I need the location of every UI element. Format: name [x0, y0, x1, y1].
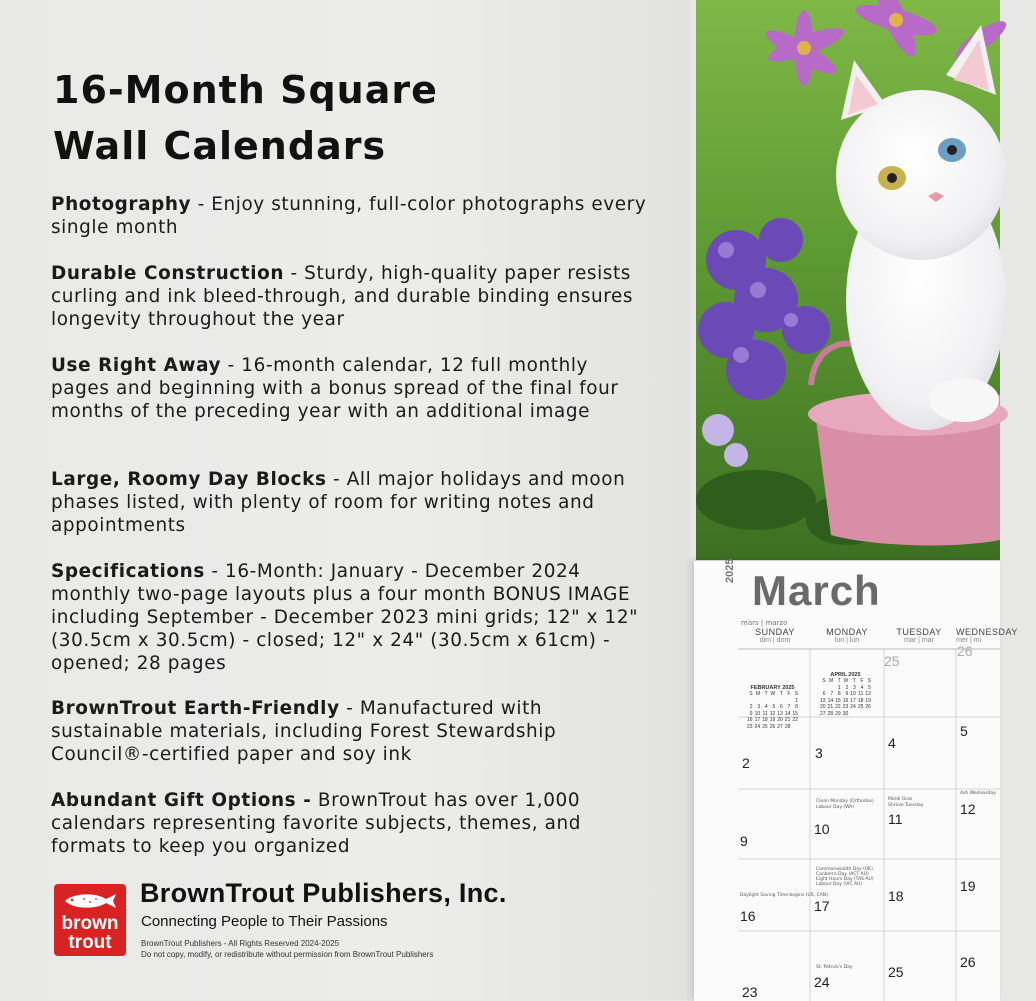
calendar-month-title: March — [752, 567, 881, 614]
mini-calendar-weekday-row: S M T W T F S — [822, 678, 871, 684]
calendar-page-march — [694, 558, 1018, 1001]
date-5: 5 — [960, 723, 968, 739]
day-header-tuesday: TUESDAY mar | mar — [896, 627, 942, 644]
feature-durable-construction: Durable Construction - Sturdy, high-quality paper resists curling and ink bleed-through, and durable binding ensures longevity throughout the year — [51, 263, 634, 330]
date-17: 17 — [814, 898, 830, 914]
trout-fish-icon — [62, 890, 118, 912]
mini-calendar-week: 20 21 22 23 24 25 26 — [820, 704, 871, 711]
logo-word-brown: brown — [61, 913, 119, 934]
mini-calendar-april: APRIL 2025 S M T W T F S 1 2 3 4 5 6 7 8 9 10 11 12 13 14 15 16 17 18 19 20 21 22 23 24 25 26 27 28 29 30 — [820, 672, 871, 717]
feature-earth-friendly: BrownTrout Earth-Friendly - Manufactured with sustainable materials, including Forest Stewardship Council®-certified paper and soy ink — [51, 698, 557, 765]
date-16: 16 — [740, 908, 756, 924]
day-header-wednesday: WEDNESDAY mer | mi — [956, 627, 1018, 644]
mini-calendar-week: 9 10 11 12 13 14 15 — [749, 710, 798, 717]
date-2: 2 — [742, 755, 750, 771]
page-title — [53, 62, 438, 174]
publisher-name: BrownTrout Publishers, Inc. — [140, 878, 507, 908]
date-24: 24 — [814, 974, 830, 990]
holiday-note: Daylight Saving Time begins (US, CAN) — [740, 893, 828, 898]
holiday-note: Clean Monday (Orthodox) — [816, 799, 874, 804]
feature-use-right-away: Use Right Away - 16-month calendar, 12 full monthly pages and beginning with a bonus spread of the final four months of the preceding year with an additional image — [51, 355, 619, 422]
kitten-photo — [696, 0, 1000, 565]
logo-word-trout: trout — [68, 932, 112, 953]
mini-calendar-week: 27 28 29 30 — [820, 710, 849, 717]
mini-calendar-week: 1 2 3 4 5 — [837, 684, 871, 691]
holiday-note: Ash Wednesday — [960, 791, 996, 796]
holiday-note: Shrove Tuesday — [888, 803, 924, 808]
date-19: 19 — [960, 878, 976, 894]
mini-calendar-february: FEBRUARY 2025 S M T W T F S 1 2 3 4 5 6 7 8 9 10 11 12 13 14 15 16 17 18 19 20 21 22 23 24 25 26 27 28 — [747, 685, 798, 730]
browntrout-logo — [54, 884, 126, 956]
mini-calendar-week: 2 3 4 5 6 7 8 — [749, 704, 798, 711]
date-9: 9 — [740, 833, 748, 849]
holiday-note: Commonwealth Day (UK) — [816, 867, 873, 872]
calendar-month-translations: mars | marzo — [741, 619, 788, 627]
date-3: 3 — [815, 745, 823, 761]
date-25: 25 — [888, 964, 904, 980]
feature-gift-options: Abundant Gift Options - BrownTrout has over 1,000 calendars representing favorite subjects, themes, and formats to keep you organized — [51, 790, 581, 857]
mini-calendar-weekday-row: S M T W T F S — [749, 691, 798, 697]
publisher-tagline: Connecting People to Their Passions — [141, 913, 388, 930]
title-line-2: Wall Calendars — [53, 124, 387, 168]
calendar-product-image — [690, 0, 1018, 1000]
date-feb-26: 26 — [957, 643, 973, 659]
mini-calendar-week: 6 7 8 9 10 11 12 — [822, 691, 871, 698]
holiday-note: Canberra Day (ACT AU) — [816, 872, 869, 877]
feature-photography: Photography - Enjoy stunning, full-color photographs every single month — [51, 194, 647, 238]
calendar-year: 2025 — [724, 558, 736, 583]
feature-day-blocks: Large, Roomy Day Blocks - All major holidays and moon phases listed, with plenty of room for writing notes and appointments — [51, 469, 626, 536]
holiday-note: Labour Day (WA) — [816, 805, 855, 810]
holiday-note: Eight Hours Day (TAS AU) — [816, 877, 874, 882]
copyright-line: BrownTrout Publishers - All Rights Reserved 2024-2025 — [141, 939, 340, 948]
day-header-sunday: SUNDAY dim | dom — [755, 627, 795, 644]
date-11: 11 — [888, 811, 903, 827]
mini-calendar-week: 1 — [795, 697, 798, 704]
day-header-monday: MONDAY lun | lun — [826, 627, 868, 644]
date-18: 18 — [888, 888, 904, 904]
mini-calendar-week: 16 17 18 19 20 21 22 — [747, 717, 798, 724]
feature-specifications: Specifications - 16-Month: January - December 2024 monthly two-page layouts plus a four month BONUS IMAGE including September - December 2023 mini grids; 12" x 12" (30.5cm x 30.5cm) - closed; 12" x 24" (30.5cm x 61cm) - opened; 28 pages — [51, 561, 639, 674]
date-23: 23 — [742, 984, 758, 1000]
mini-calendar-week: 23 24 25 26 27 28 — [747, 723, 791, 730]
date-feb-25: 25 — [884, 653, 900, 669]
title-line-1: 16-Month Square — [53, 68, 438, 112]
mini-calendar-week: 13 14 15 16 17 18 19 — [820, 697, 871, 704]
date-10: 10 — [814, 821, 830, 837]
holiday-note: Labour Day (VIC AU) — [816, 882, 863, 887]
date-26: 26 — [960, 954, 976, 970]
date-12: 12 — [960, 801, 976, 817]
date-4: 4 — [888, 735, 896, 751]
legal-notice: Do not copy, modify, or redistribute without permission from BrownTrout Publishers — [141, 950, 434, 959]
holiday-note: St. Patrick's Day — [816, 965, 853, 970]
holiday-note: Mardi Gras — [888, 797, 913, 802]
